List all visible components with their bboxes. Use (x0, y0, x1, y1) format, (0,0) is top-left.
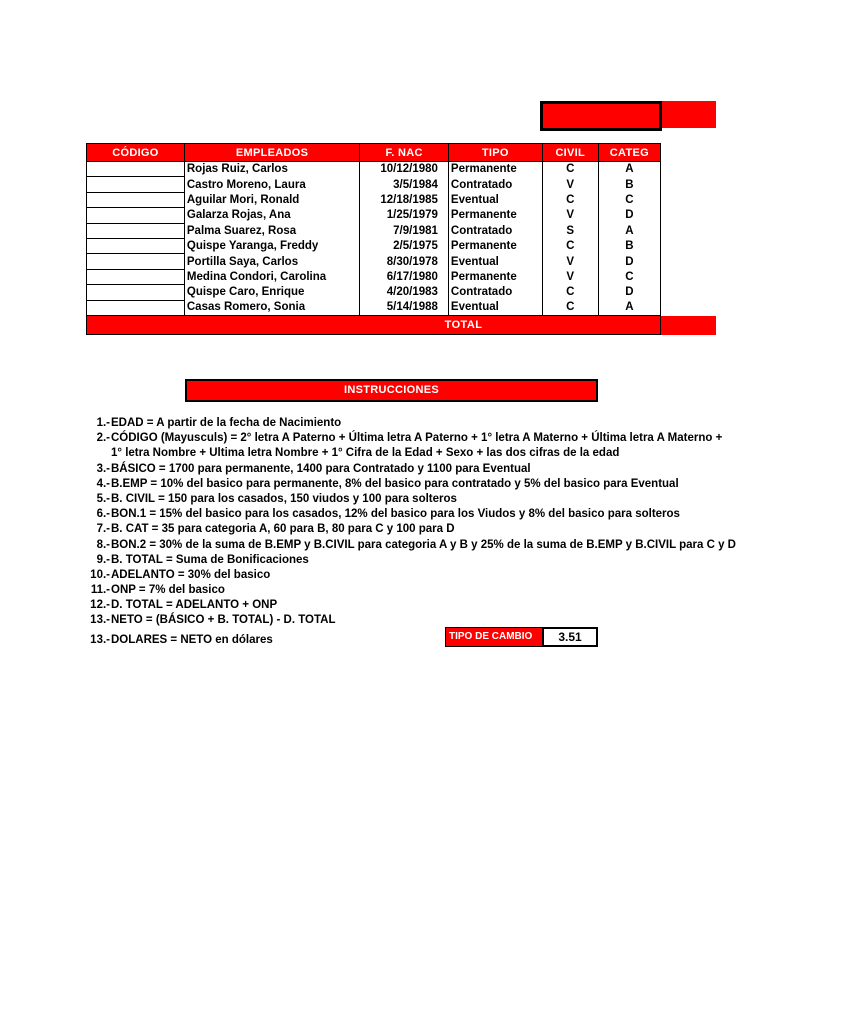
item-number: 10.- (90, 568, 110, 581)
item-text: DOLARES = NETO en dólares (111, 633, 273, 646)
item-number: 9.- (96, 553, 110, 566)
tipo-cell[interactable]: Contratado (448, 285, 542, 300)
list-item (86, 553, 662, 568)
header-fnac[interactable]: F. NAC (360, 144, 449, 162)
codigo-cell[interactable] (87, 208, 185, 223)
tipo-cambio-label: TIPO DE CAMBIO (445, 627, 543, 647)
fnac-cell[interactable]: 1/25/1979 (360, 208, 449, 223)
tipo-cell[interactable]: Permanente (448, 162, 542, 177)
list-item (86, 477, 679, 492)
item-text: BON.2 = 30% de la suma de B.EMP y B.CIVIL para categoria A y B y 25% de la suma de B.EMP y B.CIVIL para C y D (111, 538, 736, 551)
item-text: EDAD = A partir de la fecha de Nacimiento (111, 417, 342, 429)
list-item (86, 492, 662, 507)
codigo-cell[interactable] (87, 223, 185, 238)
list-item (86, 431, 723, 446)
civil-cell[interactable]: C (542, 300, 598, 315)
tipo-cell[interactable]: Permanente (448, 269, 542, 284)
employees-table (86, 143, 661, 316)
instructions-title[interactable]: INSTRUCCIONES (185, 379, 598, 402)
categ-cell[interactable]: B (598, 238, 660, 253)
table-row (87, 300, 661, 315)
categ-cell[interactable]: D (598, 285, 660, 300)
fnac-cell[interactable]: 8/30/1978 (360, 254, 449, 269)
categ-cell[interactable]: A (598, 300, 660, 315)
item-text: CÓDIGO (Mayusculs) = 2° letra A Paterno + Última letra A Paterno + 1° letra A Materno + Última letra A Materno + (111, 432, 723, 445)
item-number: 1.- (96, 417, 110, 429)
item-text: BÁSICO = 1700 para permanente, 1400 para Contratado y 1100 para Eventual (111, 462, 531, 475)
fnac-cell[interactable]: 5/14/1988 (360, 300, 449, 315)
nombre-cell[interactable]: Medina Condori, Carolina (184, 269, 359, 284)
item-text: D. TOTAL = ADELANTO + ONP (111, 599, 278, 612)
table-row (87, 208, 661, 223)
table-row (87, 269, 661, 284)
table-row (87, 238, 661, 253)
civil-cell[interactable]: C (542, 285, 598, 300)
fnac-cell[interactable]: 7/9/1981 (360, 223, 449, 238)
tipo-cell[interactable]: Eventual (448, 254, 542, 269)
header-tipo[interactable]: TIPO (448, 144, 542, 162)
table-row (87, 192, 661, 207)
tipo-cell[interactable]: Permanente (448, 208, 542, 223)
tipo-cell[interactable]: Contratado (448, 177, 542, 192)
tipo-cell[interactable]: Eventual (448, 300, 542, 315)
item-number: 11.- (90, 584, 110, 597)
nombre-cell[interactable]: Casas Romero, Sonia (184, 300, 359, 315)
civil-cell[interactable]: C (542, 162, 598, 177)
table-row (87, 223, 661, 238)
table-header-row (87, 144, 661, 162)
categ-cell[interactable]: D (598, 254, 660, 269)
list-item (86, 538, 736, 553)
total-label: TOTAL (444, 319, 483, 331)
header-banner-extension (662, 101, 716, 128)
civil-cell[interactable]: C (542, 238, 598, 253)
fnac-cell[interactable]: 3/5/1984 (360, 177, 449, 192)
item-text: ONP = 7% del basico (111, 584, 225, 597)
list-item (86, 568, 662, 583)
civil-cell[interactable]: V (542, 177, 598, 192)
tipo-cell[interactable]: Eventual (448, 192, 542, 207)
codigo-cell[interactable] (87, 285, 185, 300)
item-text: ADELANTO = 30% del basico (111, 568, 271, 581)
item-number: 5.- (96, 492, 110, 505)
nombre-cell[interactable]: Quispe Yaranga, Freddy (184, 238, 359, 253)
header-civil[interactable]: CIVIL (542, 144, 598, 162)
categ-cell[interactable]: D (598, 208, 660, 223)
item-number: 2.- (96, 432, 110, 445)
item-number: 13.- (90, 633, 110, 646)
instructions-list (86, 416, 736, 648)
categ-cell[interactable]: A (598, 223, 660, 238)
fnac-cell[interactable]: 12/18/1985 (360, 192, 449, 207)
fnac-cell[interactable]: 2/5/1975 (360, 238, 449, 253)
list-item (86, 462, 662, 477)
civil-cell[interactable]: V (542, 254, 598, 269)
codigo-cell[interactable] (87, 192, 185, 207)
header-codigo[interactable]: CÓDIGO (87, 144, 185, 162)
item-number: 7.- (96, 523, 110, 536)
list-item (86, 522, 662, 537)
item-number: 13.- (90, 614, 110, 627)
item-text: BON.1 = 15% del basico para los casados, 12% del basico para los Viudos y 8% del basico para solteros (111, 508, 680, 521)
table-row (87, 285, 661, 300)
item-number: 3.- (96, 462, 110, 475)
table-row (87, 254, 661, 269)
codigo-cell[interactable] (87, 162, 185, 177)
tipo-cell[interactable]: Contratado (448, 223, 542, 238)
codigo-cell[interactable] (87, 300, 185, 315)
table-row (87, 177, 661, 192)
item-text: NETO = (BÁSICO + B. TOTAL) - D. TOTAL (111, 614, 336, 627)
table-row (87, 162, 661, 177)
civil-cell[interactable]: C (542, 192, 598, 207)
nombre-cell[interactable]: Palma Suarez, Rosa (184, 223, 359, 238)
codigo-cell[interactable] (87, 254, 185, 269)
codigo-cell[interactable] (87, 269, 185, 284)
tipo-cell[interactable]: Permanente (448, 238, 542, 253)
tipo-cambio-value[interactable]: 3.51 (542, 627, 598, 647)
header-empleados[interactable]: EMPLEADOS (184, 144, 359, 162)
nombre-cell[interactable]: Portilla Saya, Carlos (184, 254, 359, 269)
item-text: B. CAT = 35 para categoria A, 60 para B, 80 para C y 100 para D (111, 523, 455, 536)
categ-cell[interactable]: C (598, 269, 660, 284)
nombre-cell[interactable]: Quispe Caro, Enrique (184, 285, 359, 300)
nombre-cell[interactable]: Rojas Ruiz, Carlos (184, 162, 359, 177)
list-item (86, 583, 662, 598)
header-banner-cell[interactable] (543, 104, 659, 128)
civil-cell[interactable]: S (542, 223, 598, 238)
civil-cell[interactable]: V (542, 208, 598, 223)
categ-cell[interactable]: A (598, 162, 660, 177)
fnac-cell[interactable]: 6/17/1980 (360, 269, 449, 284)
item-text: B.EMP = 10% del basico para permanente, 8% del basico para contratado y 5% del basico para Eventual (111, 477, 679, 490)
item-number: 12.- (90, 599, 110, 612)
categ-cell[interactable]: B (598, 177, 660, 192)
item-text: B. TOTAL = Suma de Bonificaciones (111, 553, 309, 566)
item-text: B. CIVIL = 150 para los casados, 150 viudos y 100 para solteros (111, 492, 457, 505)
codigo-cell[interactable] (87, 238, 185, 253)
codigo-cell[interactable] (87, 177, 185, 192)
nombre-cell[interactable]: Galarza Rojas, Ana (184, 208, 359, 223)
list-item (86, 598, 662, 613)
item-text: 1° letra Nombre + Ultima letra Nombre + 1° Cifra de la Edad + Sexo + las dos cifras de la edad (111, 447, 620, 460)
item-number: 8.- (96, 538, 110, 551)
nombre-cell[interactable]: Aguilar Mori, Ronald (184, 192, 359, 207)
header-categ[interactable]: CATEG (598, 144, 660, 162)
item-number: 4.- (96, 477, 110, 490)
fnac-cell[interactable]: 4/20/1983 (360, 285, 449, 300)
list-item (86, 507, 680, 522)
fnac-cell[interactable]: 10/12/1980 (360, 162, 449, 177)
civil-cell[interactable]: V (542, 269, 598, 284)
list-item (86, 416, 662, 431)
item-number: 6.- (96, 508, 110, 521)
nombre-cell[interactable]: Castro Moreno, Laura (184, 177, 359, 192)
list-item (86, 446, 662, 461)
categ-cell[interactable]: C (598, 192, 660, 207)
